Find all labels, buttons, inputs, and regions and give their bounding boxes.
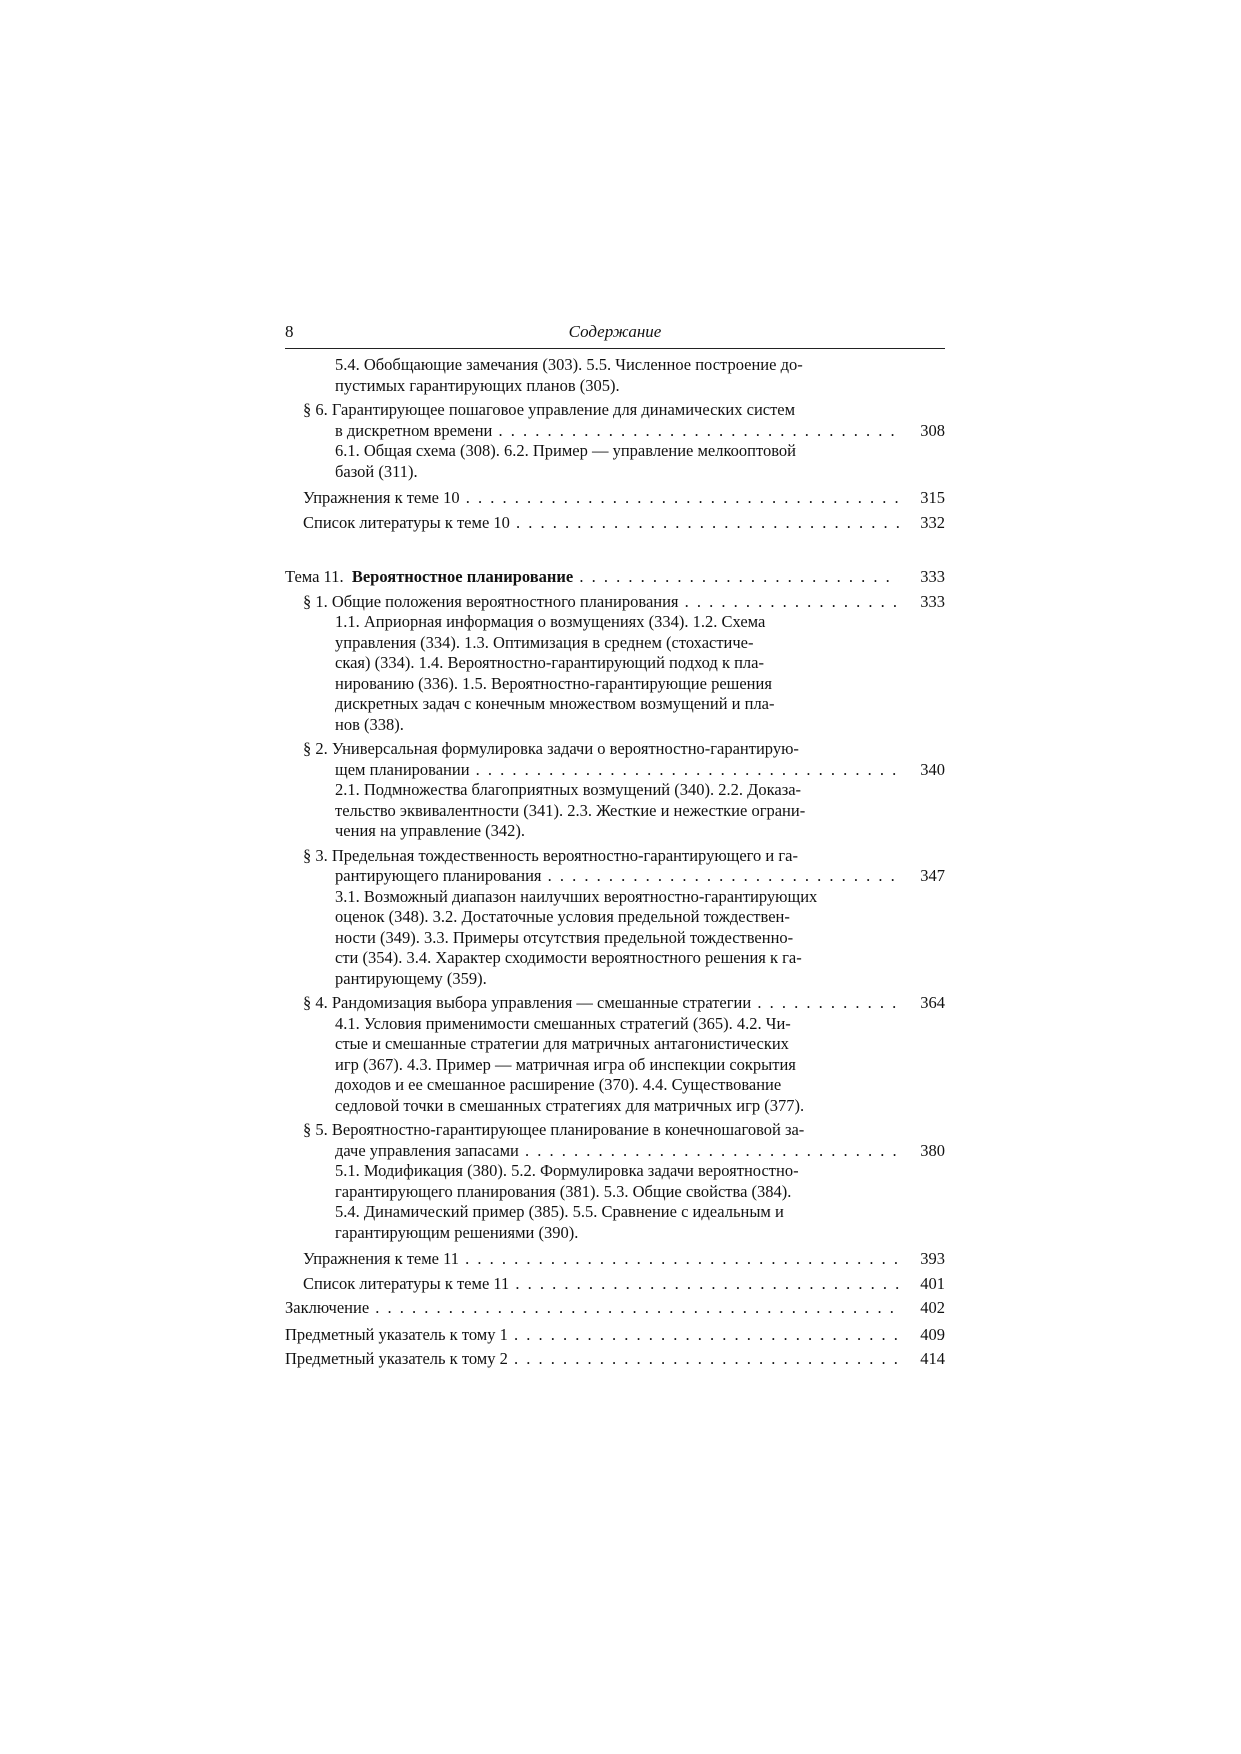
toc-entry-exercises-10[interactable]: Упражнения к теме 10 . . . 315	[285, 488, 945, 509]
running-header	[285, 320, 945, 349]
table-of-contents	[285, 355, 945, 1370]
toc-subentries: 6.1. Общая схема (308). 6.2. Пример — управление мелкооптовой базой (311).	[335, 441, 797, 481]
topic-title: Вероятностное планирование	[351, 567, 574, 586]
toc-entry-exercises-11[interactable]: Упражнения к теме 11 . . . 393	[285, 1249, 945, 1270]
toc-subentries: 1.1. Априорная информация о возмущениях (334). 1.2. Схема управления (334). 1.3. Оптимизация в среднем (стохастиче- ская) (334). 1.4. Вероятностно-гарантирующий подход к пла- нированию (336). 1.5. Вероятностно-гарантирующие решения дискретных задач с конечным множеством возмущений и пла- нов (338).	[335, 612, 775, 734]
toc-subentries: 5.1. Модификация (380). 5.2. Формулировка задачи вероятностно- гарантирующего планирования (381). 5.3. Общие свойства (384). 5.4. Динамический пример (385). 5.5. Сравнение с идеальным и гарантирующим решениями (390).	[335, 1161, 799, 1242]
toc-entry-topic-11[interactable]: Тема 11. Вероятностное планирование . . . 333	[285, 567, 945, 588]
toc-entry-literature-10[interactable]: Список литературы к теме 10 . . . 332	[285, 513, 945, 534]
page-ref: 308	[920, 420, 945, 440]
toc-entry-s1[interactable]: § 1. Общие положения вероятностного планирования . . . 333	[285, 592, 945, 613]
page-number: 8	[285, 322, 294, 341]
toc-entry-index-vol1[interactable]: Предметный указатель к тому 1 . . . 409	[285, 1325, 945, 1346]
toc-entry-index-vol2[interactable]: Предметный указатель к тому 2 . . . 414	[285, 1349, 945, 1370]
toc-page	[285, 320, 945, 1370]
toc-entry-conclusion[interactable]: Заключение . . . 402	[285, 1298, 945, 1319]
toc-subentries: 4.1. Условия применимости смешанных стратегий (365). 4.2. Чи- стые и смешанные стратегии для матричных антагонистических игр (367). 4.3. Пример — матричная игра об инспекции сокрытия доходов и ее смешанное расширение (370). 4.4. Существование седловой точки в смешанных стратегиях для матричных игр (377).	[335, 1013, 805, 1115]
toc-entry-s3[interactable]: § 3. Предельная тождественность вероятностно-гарантирующего и га- рантирующего планирования . . . 347	[285, 846, 945, 887]
toc-entry-s2[interactable]: § 2. Универсальная формулировка задачи о вероятностно-гарантирую- щем планировании . . . 340	[285, 739, 945, 780]
toc-entry-literature-11[interactable]: Список литературы к теме 11 . . . 401	[285, 1274, 945, 1295]
toc-subentries: 3.1. Возможный диапазон наилучших вероятностно-гарантирующих оценок (348). 3.2. Достаточные условия предельной тождествен- ности (349). 3.3. Примеры отсутствия предельной тождественно- сти (354). 3.4. Характер сходимости вероятностного решения к га- рантирующему (359).	[335, 886, 818, 988]
running-title: Содержание	[568, 322, 662, 341]
toc-entry-s4[interactable]: § 4. Рандомизация выбора управления — смешанные стратегии . . . 364	[285, 993, 945, 1014]
toc-subentries: 5.4. Обобщающие замечания (303). 5.5. Численное построение до- пустимых гарантирующих планов (305).	[335, 355, 803, 395]
toc-subentries: 2.1. Подмножества благоприятных возмущений (340). 2.2. Доказа- тельство эквивалентности (341). 2.3. Жесткие и нежесткие ограни- чения на управление (342).	[335, 780, 806, 840]
toc-entry-s6[interactable]: § 6. Гарантирующее пошаговое управление для динамических систем в дискретном времени . . . 308	[285, 400, 945, 441]
toc-entry-s5[interactable]: § 5. Вероятностно-гарантирующее планирование в конечношаговой за- даче управления запасами . . . 380	[285, 1120, 945, 1161]
